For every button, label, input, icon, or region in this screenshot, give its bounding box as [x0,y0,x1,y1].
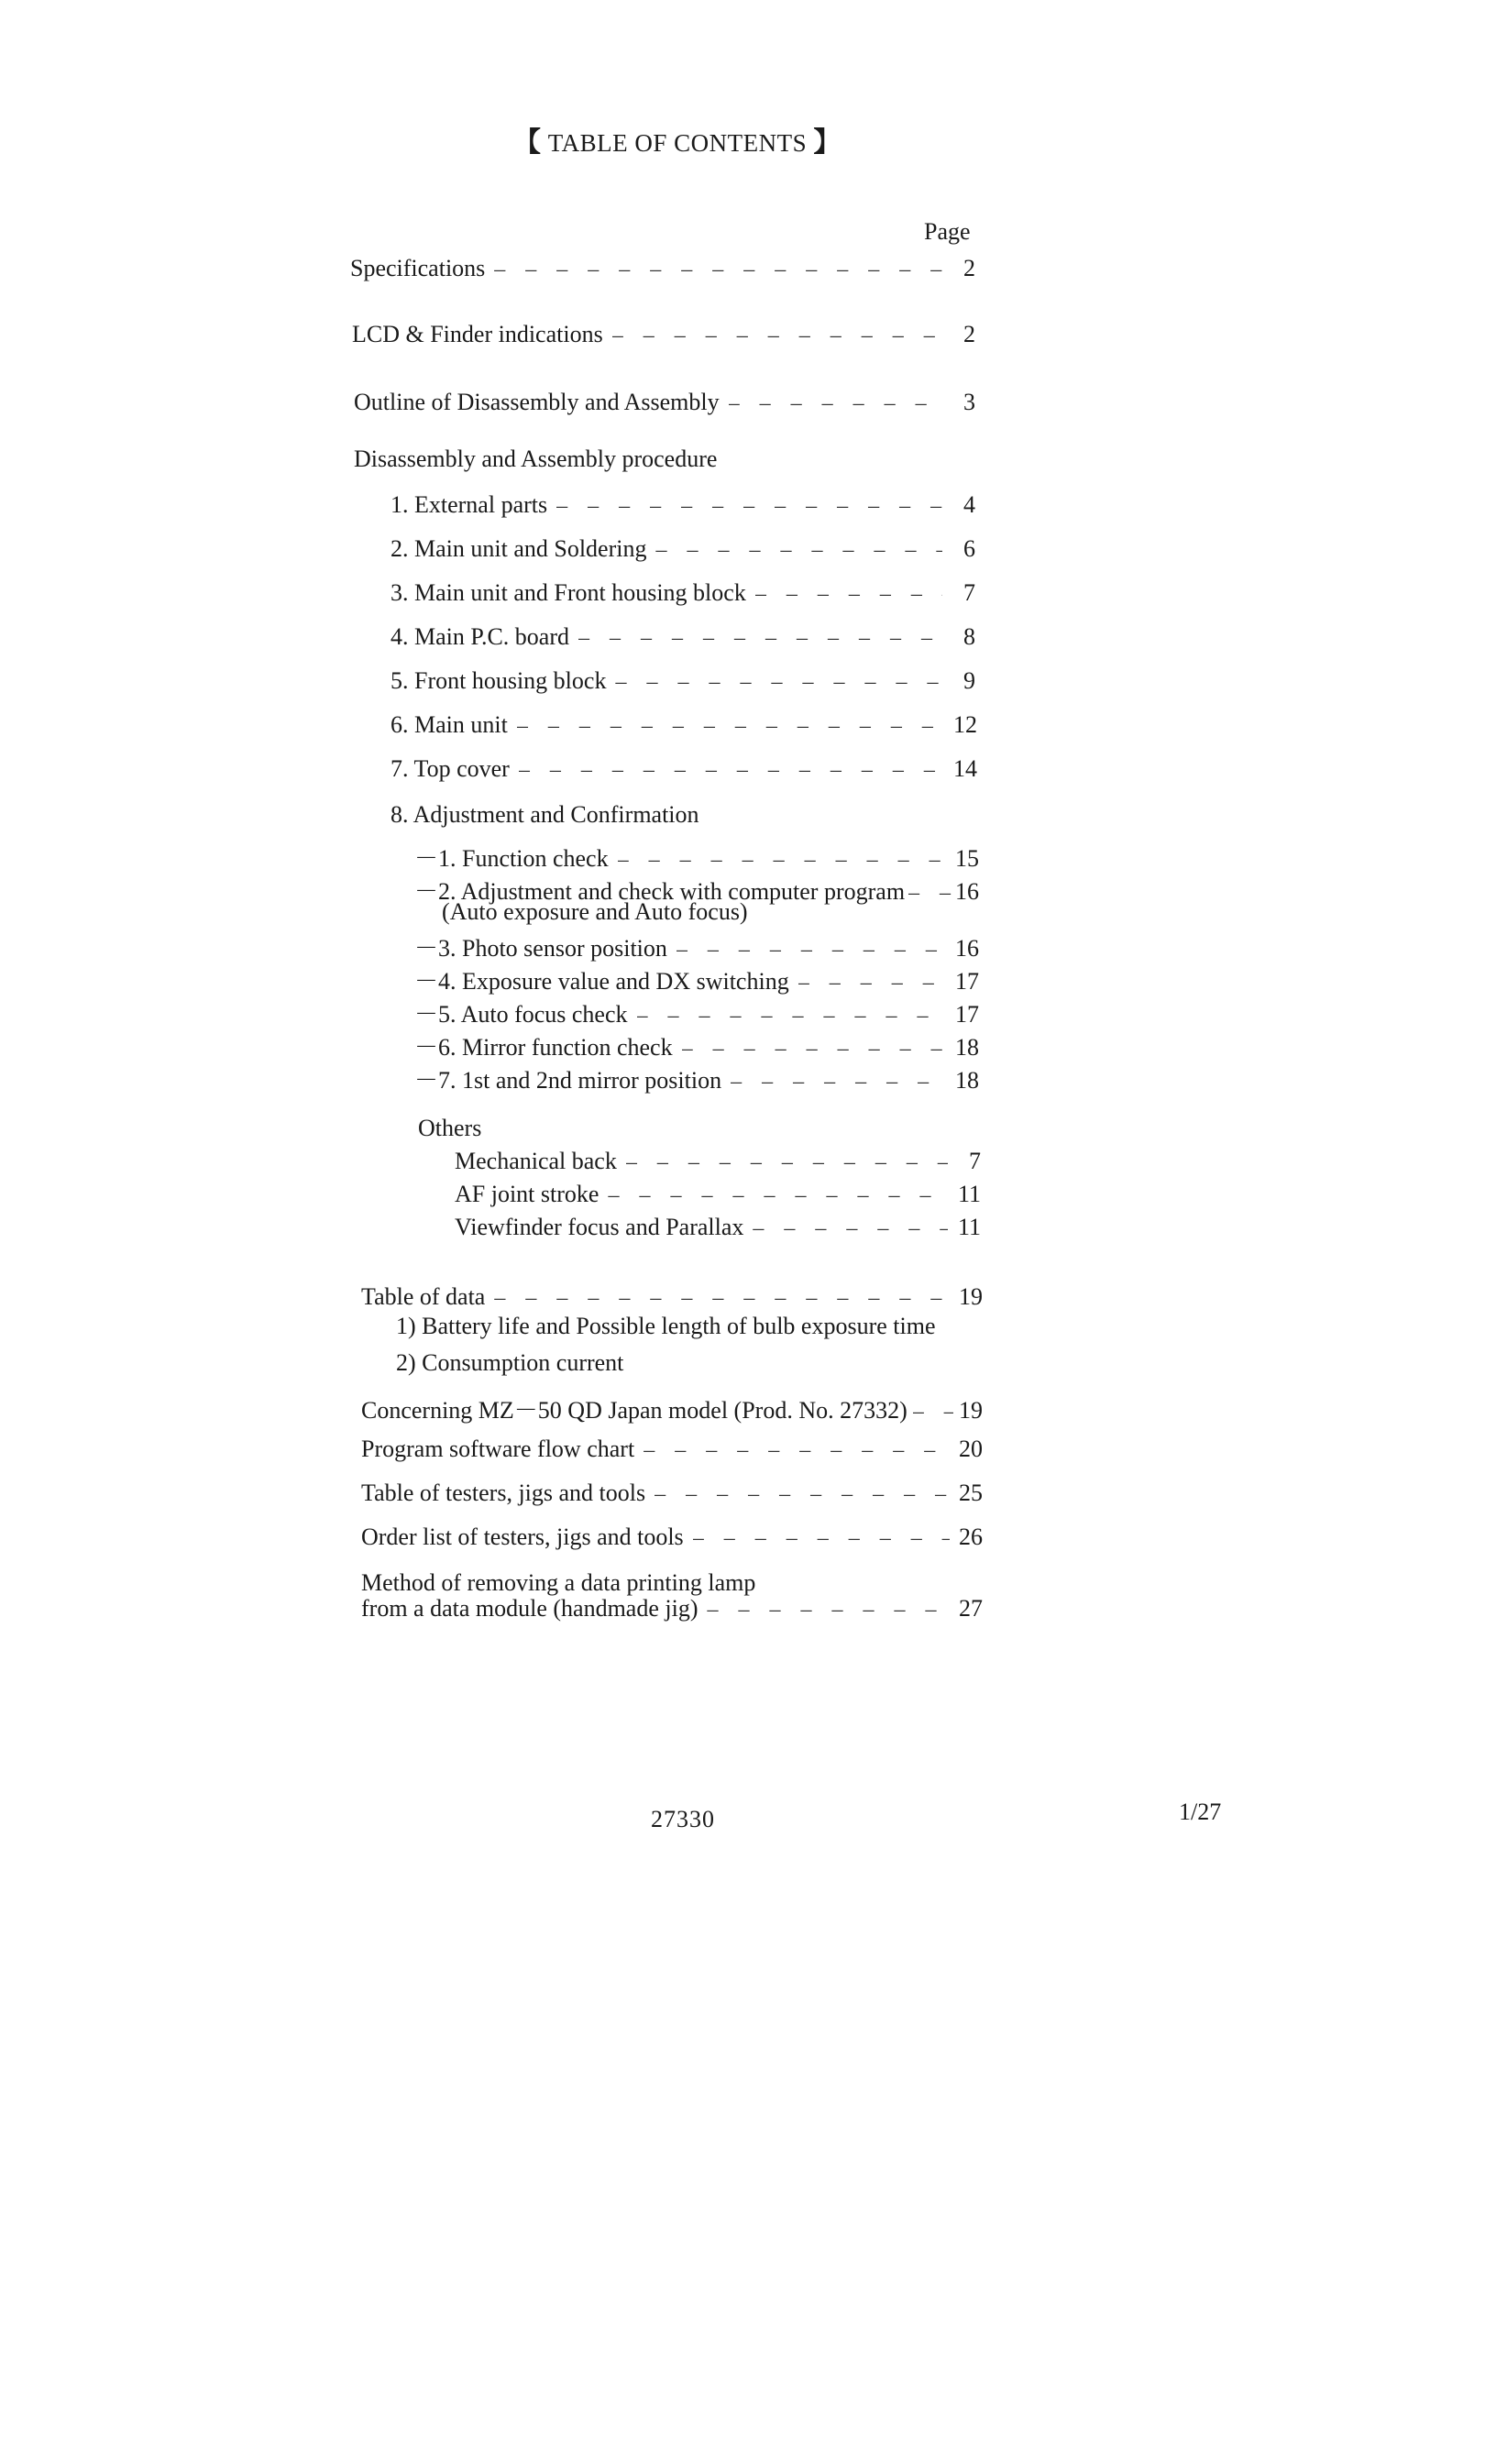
toc-entry-label: 4. Main P.C. board [390,623,569,650]
toc-entry-label: Viewfinder focus and Parallax [455,1214,744,1240]
dot-leader [729,391,942,416]
toc-entry-page: 11 [957,1181,981,1207]
toc-entry-others-3[interactable] [455,1214,981,1241]
toc-entry-label: LCD & Finder indications [352,321,603,347]
dot-leader [556,494,942,519]
toc-entry-label: Table of data [361,1283,486,1310]
toc-entry-page: 12 [953,711,977,738]
toc-entry-flow-chart[interactable] [361,1436,983,1463]
toc-entry-others-1[interactable] [455,1148,981,1175]
toc-entry-label: Outline of Disassembly and Assembly [354,389,720,415]
page-number: 1/27 [1179,1798,1222,1825]
dot-leader [644,1438,950,1463]
procedure-heading: Disassembly and Assembly procedure [354,446,718,472]
dot-leader [578,626,942,651]
toc-entry-page: 14 [953,755,977,782]
dot-leader [676,938,946,962]
others-heading: Others [418,1115,482,1141]
toc-entry-page: 26 [959,1524,983,1550]
toc-entry-page: 11 [957,1214,981,1240]
toc-entry-proc-3[interactable] [390,579,975,607]
dot-leader [654,1482,950,1507]
toc-entry-proc-5[interactable] [390,667,975,695]
page-title [513,119,842,160]
toc-entry-page: 4 [963,491,975,518]
toc-entry-label: －3. Photo sensor position [414,935,667,962]
toc-entry-specifications[interactable] [350,255,975,282]
toc-entry-page: 17 [955,1001,979,1028]
toc-entry-page: 18 [955,1034,979,1061]
adjustment-heading: 8. Adjustment and Confirmation [390,801,699,828]
dot-leader [913,1400,953,1424]
toc-entry-order-list[interactable] [361,1524,983,1551]
dot-leader [682,1037,946,1062]
toc-entry-page: 19 [959,1397,983,1424]
toc-entry-label: －2. Adjustment and check with computer program [414,878,906,905]
toc-entry-page: 16 [955,878,979,905]
dot-leader [612,324,942,348]
toc-entry-page: 25 [959,1480,983,1506]
toc-entry-label: －5. Auto focus check [414,1001,628,1028]
dot-leader [655,538,942,563]
toc-entry-label: from a data module (handmade jig) [361,1595,698,1622]
toc-entry-label: －4. Exposure value and DX switching [414,968,789,995]
toc-entry-label: 1. External parts [390,491,548,518]
toc-entry-page: 9 [963,667,975,694]
toc-entry-adjust-3[interactable] [414,930,979,963]
dot-leader [519,758,944,783]
toc-entry-lcd-finder[interactable] [352,321,975,348]
toc-entry-label: 7. Top cover [390,755,510,782]
toc-entry-page: 19 [959,1283,983,1310]
toc-entry-table-of-data[interactable] [361,1283,983,1311]
dot-leader [798,971,946,996]
table-of-data-sub-2: 2) Consumption current [396,1349,624,1376]
title-bracket-open: 【 [513,127,542,158]
dot-leader [908,881,952,906]
page-column-header: Page [924,218,971,245]
dot-leader [626,1150,948,1175]
toc-entry-outline[interactable] [354,389,975,416]
toc-entry-label: Program software flow chart [361,1436,635,1462]
toc-entry-adjust-2-sub: (Auto exposure and Auto focus) [442,898,748,925]
toc-entry-page: 18 [955,1067,979,1094]
dot-leader [731,1070,946,1094]
toc-entry-concerning[interactable] [361,1392,983,1425]
toc-entry-method[interactable] [361,1595,983,1622]
toc-entry-page: 3 [963,389,975,415]
toc-entry-page: 17 [955,968,979,995]
toc-entry-label: Specifications [350,255,486,281]
dot-leader [618,848,946,873]
toc-entry-page: 16 [955,935,979,962]
toc-entry-label: 6. Main unit [390,711,508,738]
toc-entry-label: 3. Main unit and Front housing block [390,579,746,606]
toc-entry-page: 7 [969,1148,981,1174]
dot-leader [755,582,942,607]
toc-entry-page: 8 [963,623,975,650]
toc-entry-adjust-1[interactable] [414,840,979,874]
toc-entry-label: －1. Function check [414,845,609,872]
toc-entry-page: 20 [959,1436,983,1462]
toc-entry-adjust-6[interactable] [414,1028,979,1062]
dot-leader [615,670,942,695]
title-text: TABLE OF CONTENTS [547,129,808,157]
toc-entry-label: 5. Front housing block [390,667,607,694]
dot-leader [753,1216,948,1241]
toc-entry-page: 2 [963,255,975,281]
toc-entry-adjust-5[interactable] [414,996,979,1029]
dot-leader [494,258,942,282]
toc-entry-proc-2[interactable] [390,535,975,563]
toc-entry-page: 7 [963,579,975,606]
toc-entry-page: 6 [963,535,975,562]
toc-entry-proc-1[interactable] [390,491,975,519]
toc-entry-label: －6. Mirror function check [414,1034,673,1061]
toc-entry-label: Order list of testers, jigs and tools [361,1524,684,1550]
dot-leader [494,1286,950,1311]
dot-leader [517,714,944,739]
toc-entry-testers[interactable] [361,1480,983,1507]
toc-entry-label: －7. 1st and 2nd mirror position [414,1067,722,1094]
toc-entry-adjust-7[interactable] [414,1062,979,1095]
toc-entry-page: 27 [959,1595,983,1622]
toc-entry-proc-7[interactable] [390,755,977,783]
toc-entry-label: Table of testers, jigs and tools [361,1480,646,1506]
method-line-1: Method of removing a data printing lamp [361,1569,756,1596]
toc-entry-proc-4[interactable] [390,623,975,651]
toc-entry-page: 2 [963,321,975,347]
toc-entry-label: Concerning MZ－50 QD Japan model (Prod. No. 27332) [361,1397,908,1424]
toc-entry-page: 15 [955,845,979,872]
dot-leader [707,1598,950,1622]
toc-entry-adjust-4[interactable] [414,962,979,996]
toc-entry-label: 2. Main unit and Soldering [390,535,647,562]
table-of-data-sub-1: 1) Battery life and Possible length of bulb exposure time [396,1313,936,1339]
dot-leader [608,1183,948,1208]
toc-entry-proc-6[interactable] [390,711,977,739]
toc-entry-others-2[interactable] [455,1181,981,1208]
title-bracket-close: 】 [813,127,842,158]
dot-leader [637,1004,946,1028]
dot-leader [693,1526,950,1551]
toc-entry-label: AF joint stroke [455,1181,600,1207]
document-number: 27330 [651,1806,715,1832]
toc-entry-label: Mechanical back [455,1148,617,1174]
